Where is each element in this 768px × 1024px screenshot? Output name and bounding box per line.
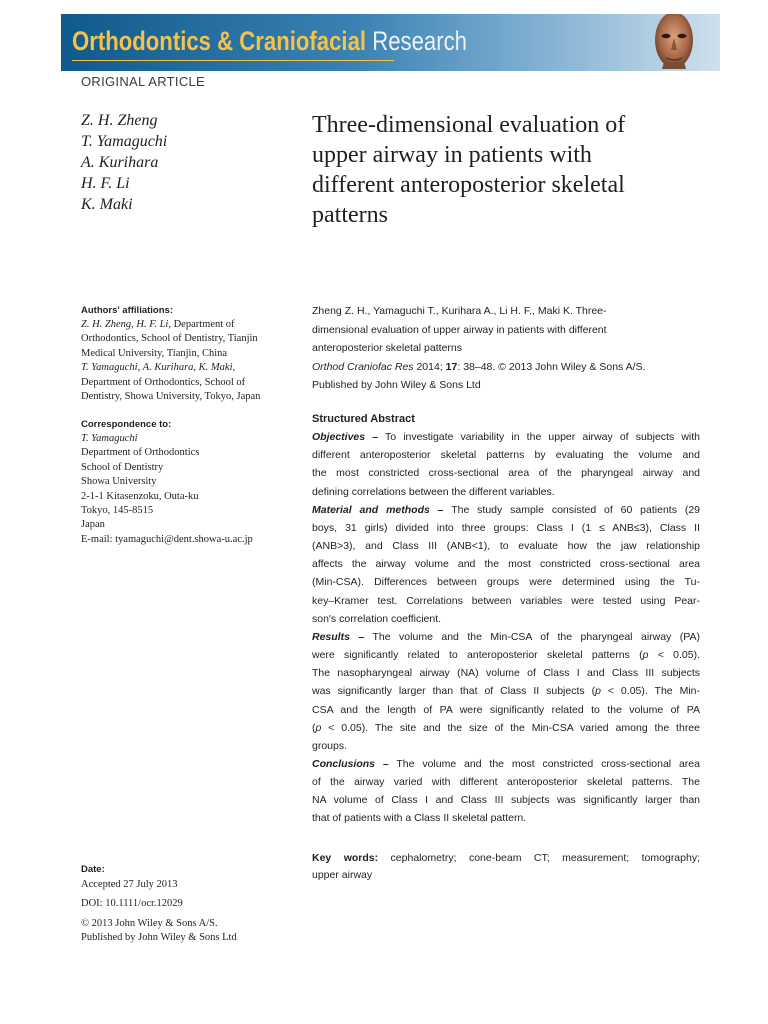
title-line: Three-dimensional evaluation of — [312, 112, 626, 138]
correspondence-heading: Correspondence to: — [81, 419, 172, 430]
structured-abstract — [312, 410, 700, 828]
citation-line: anteroposterior skeletal patterns — [312, 342, 462, 354]
affiliation-line: Medical University, Tianjin, China — [81, 347, 228, 359]
abstract-line: different anteroposterior skeletal patterns by evaluating the volume and — [312, 449, 700, 462]
abstract-line: of the airway varied with different anteroposterior skeletal patterns. The — [312, 776, 700, 789]
abstract-line: affects the airway volume and the most constricted cross-sectional area — [312, 558, 700, 571]
author-name: A. Kurihara — [81, 154, 159, 171]
journal-name-part2: Craniofacial — [239, 26, 367, 56]
abstract-line: (ANB>3), and Class III (ANB<1), to evaluate how the jaw relationship — [312, 540, 700, 553]
methods-label: Material and methods – — [312, 503, 444, 516]
journal-name-part3: Research — [372, 26, 467, 56]
correspondence-line: School of Dentistry — [81, 461, 164, 473]
affiliation-line: Dentistry, Showa University, Tokyo, Japan — [81, 391, 261, 403]
conclusions-label: Conclusions – — [312, 757, 389, 770]
correspondence-line: 2-1-1 Kitasenzoku, Outa-ku — [81, 490, 199, 502]
objectives-label: Objectives – — [312, 431, 379, 444]
correspondence-line: Tokyo, 145-8515 — [81, 505, 154, 517]
title-line: patterns — [312, 202, 388, 228]
abstract-line: NA volume of Class I and Class III subjects was significantly larger than — [312, 794, 700, 807]
correspondence-block — [81, 418, 301, 547]
abstract-line: the most constricted cross-sectional area of the pharyngeal airway and — [312, 467, 700, 480]
keywords-block — [312, 850, 700, 884]
doi[interactable]: DOI: 10.1111/ocr.12029 — [81, 898, 183, 910]
journal-banner — [61, 14, 720, 71]
affiliations-block — [81, 304, 301, 404]
journal-name-amp: & — [217, 26, 234, 56]
abstract-line: (p < 0.05). The site and the size of the Min-CSA varied among the three — [312, 721, 700, 734]
author-name: K. Maki — [81, 196, 133, 213]
title-line: upper airway in patients with — [312, 142, 592, 168]
author-list — [81, 110, 167, 215]
keywords-line: upper airway — [312, 869, 373, 881]
abstract-line: that of patients with a Class II skeletal pattern. — [312, 812, 527, 825]
citation-line: dimensional evaluation of upper airway in patients with different — [312, 323, 607, 336]
citation-line: Zheng Z. H., Yamaguchi T., Kurihara A., Li H. F., Maki K. Three- — [312, 305, 607, 317]
skull-face-icon — [644, 14, 704, 71]
keywords-line: Key words: cephalometry; cone-beam CT; measurement; tomography; — [312, 852, 700, 864]
keywords-label: Key words: — [312, 852, 379, 864]
abstract-line: groups. — [312, 739, 348, 752]
date-heading: Date: — [81, 864, 105, 875]
affiliation-line: Orthodontics, School of Dentistry, Tianjin — [81, 333, 258, 345]
abstract-line: defining correlations between the different variables. — [312, 485, 555, 498]
correspondence-line: Showa University — [81, 476, 157, 488]
abstract-line: were significantly related to anteroposterior skeletal patterns (p < 0.05). — [312, 649, 700, 662]
correspondence-email[interactable]: E-mail: tyamaguchi@dent.showa-u.ac.jp — [81, 533, 253, 545]
journal-name-part1: Orthodontics — [72, 26, 211, 56]
abstract-line: was significantly larger than that of Class II subjects (p < 0.05). The Min- — [312, 685, 700, 698]
author-name: Z. H. Zheng — [81, 112, 158, 129]
accepted-date: Accepted 27 July 2013 — [81, 879, 178, 890]
abstract-heading: Structured Abstract — [312, 413, 415, 425]
correspondence-name: T. Yamaguchi — [81, 433, 138, 444]
abstract-line: The nasopharyngeal airway (NA) volume of Class I and Class III subjects — [312, 667, 700, 680]
correspondence-line: Japan — [81, 519, 105, 531]
citation-line: Published by John Wiley & Sons Ltd — [312, 379, 481, 391]
abstract-line: Results – The volume and the Min-CSA of the pharyngeal airway (PA) — [312, 630, 700, 643]
abstract-line: Material and methods – The study sample consisted of 60 patients (29 — [312, 503, 700, 516]
abstract-line: CSA and the length of PA were significantly related to the volume of PA — [312, 703, 700, 716]
abstract-line: key–Kramer test. Correlations between variables were tested using Pear- — [312, 594, 700, 607]
banner-rule — [72, 60, 394, 61]
affiliation-line: Department of Orthodontics, School of — [81, 376, 246, 388]
author-name: H. F. Li — [81, 175, 130, 192]
affiliation-line: T. Yamaguchi, A. Kurihara, K. Maki, — [81, 362, 236, 374]
results-label: Results – — [312, 630, 365, 643]
abstract-line: Conclusions – The volume and the most constricted cross-sectional area — [312, 757, 700, 770]
copyright-line: © 2013 John Wiley & Sons A/S. — [81, 917, 218, 929]
date-block — [81, 863, 301, 946]
abstract-line: boys, 31 girls) divided into three groups: Class I (1 ≤ ANB≤3), Class II — [312, 521, 700, 534]
article-type: ORIGINAL ARTICLE — [81, 74, 206, 89]
journal-name — [72, 22, 467, 60]
correspondence-line: Department of Orthodontics — [81, 447, 200, 459]
citation-block — [312, 302, 702, 395]
citation-line: Orthod Craniofac Res 2014; 17: 38–48. © 2013 John Wiley & Sons A/S. — [312, 360, 646, 373]
affiliations-heading: Authors' affiliations: — [81, 305, 173, 316]
author-name: T. Yamaguchi — [81, 133, 168, 150]
title-line: different anteroposterior skeletal — [312, 172, 625, 198]
abstract-line: son's correlation coefficient. — [312, 612, 442, 625]
article-title — [312, 110, 712, 230]
abstract-line: (Min-CSA). Differences between groups were determined using the Tu- — [312, 576, 700, 589]
copyright-line: Published by John Wiley & Sons Ltd — [81, 932, 237, 944]
affiliation-line: Z. H. Zheng, H. F. Li, Department of — [81, 319, 235, 330]
abstract-line: Objectives – To investigate variability in the upper airway of subjects with — [312, 431, 700, 444]
